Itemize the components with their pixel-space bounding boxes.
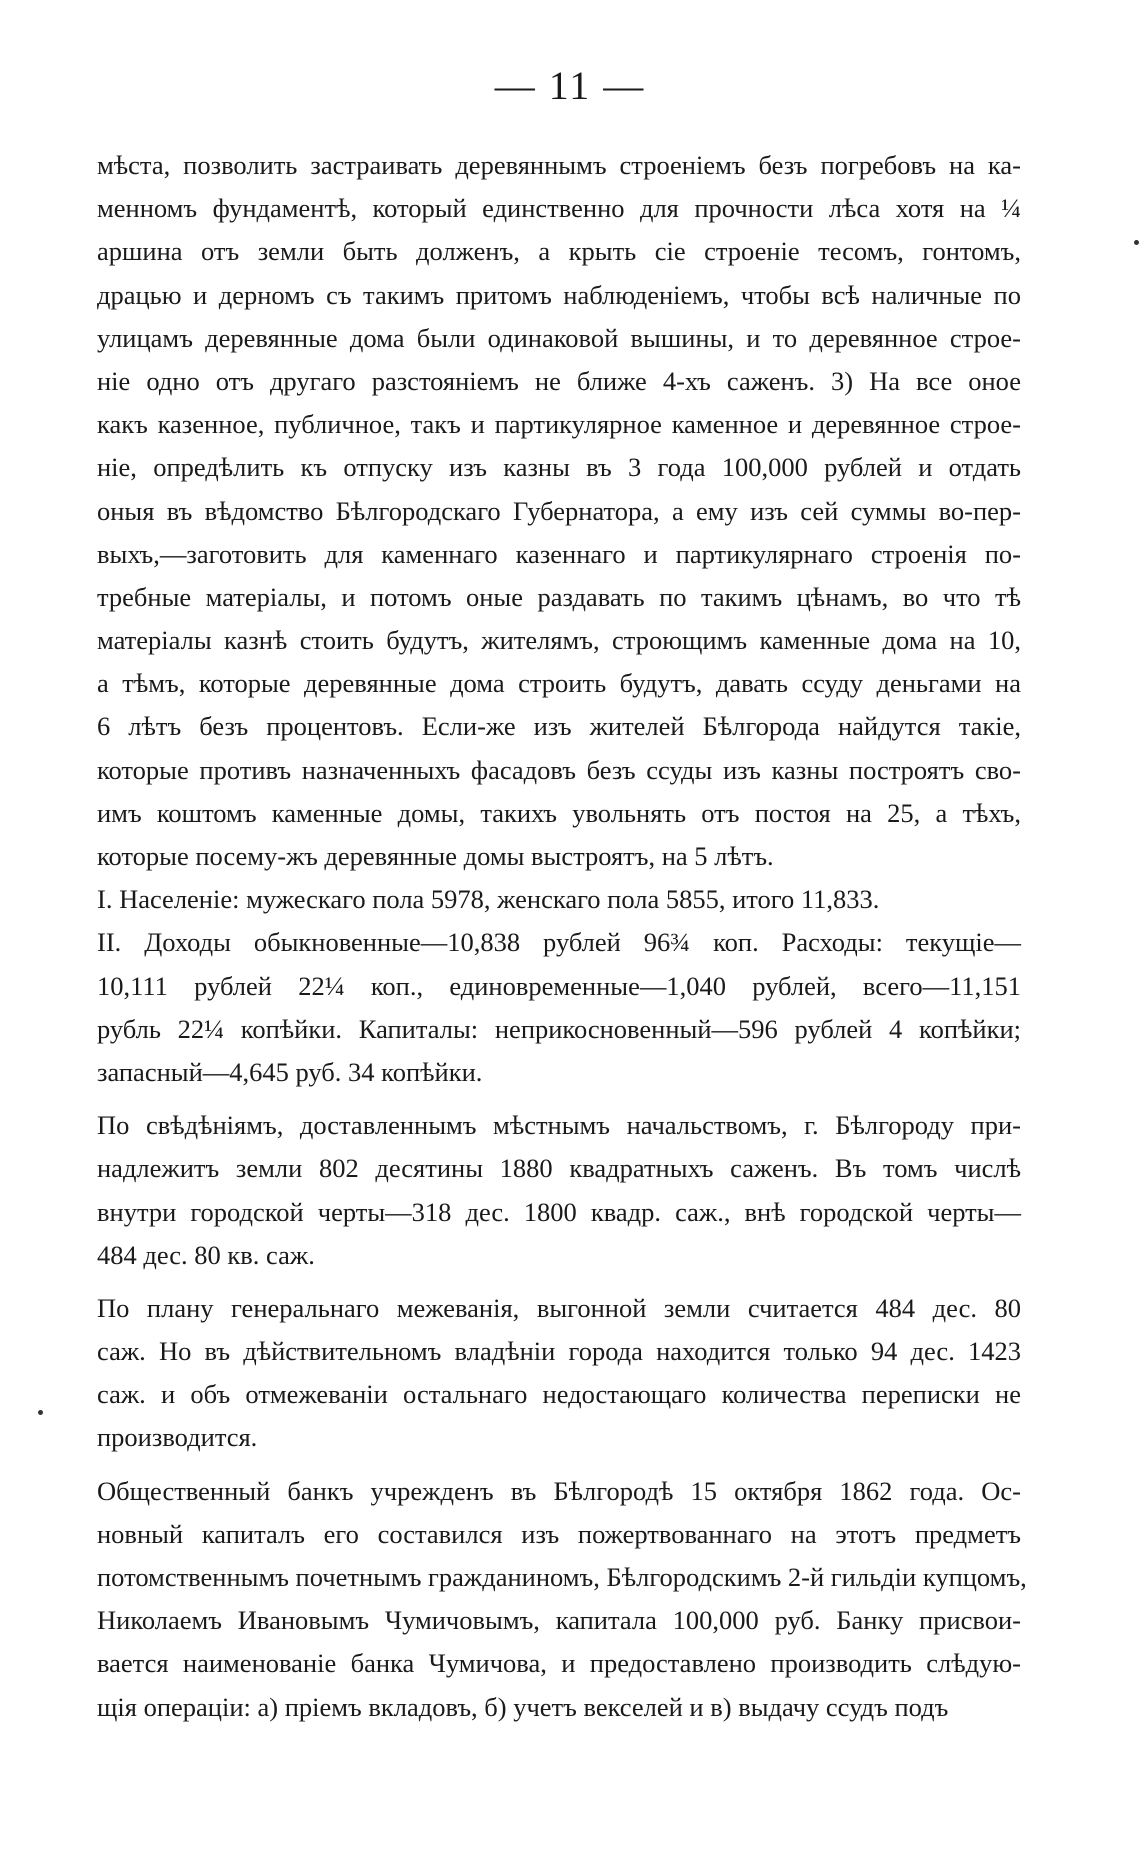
scan-speck — [1134, 240, 1139, 245]
paragraph — [97, 921, 1021, 1094]
text-line: менномъ фундаментѣ, который единственно для прочности лѣса хотя на ¼ — [97, 193, 1021, 224]
text-line: По свѣдѣніямъ, доставленнымъ мѣстнымъ начальствомъ, г. Бѣлгороду при- — [97, 1110, 1021, 1141]
text-line: запасный—4,645 руб. 34 копѣйки. — [97, 1056, 483, 1087]
text-line: которые посему-жъ деревянные домы выстроятъ, на 5 лѣтъ. — [97, 841, 774, 871]
paragraph — [97, 1470, 1027, 1729]
text-line: 6 лѣтъ безъ процентовъ. Если-же изъ жителей Бѣлгорода найдутся такіе, — [97, 711, 1021, 742]
text-line: саж. и объ отмежеваніи остальнаго недостающаго количества переписки не — [97, 1379, 1021, 1410]
text-line: аршина отъ земли быть долженъ, а крыть сіе строеніе тесомъ, гонтомъ, — [97, 236, 1021, 267]
text-line: а тѣмъ, которые деревянные дома строить будутъ, давать ссуду деньгами на — [97, 668, 1021, 699]
text-line: надлежитъ земли 802 десятины 1880 квадратныхъ саженъ. Въ томъ числѣ — [97, 1153, 1021, 1184]
text-line: потомственнымъ почетнымъ гражданиномъ, Бѣлгородскимъ 2-й гильдіи купцомъ, — [97, 1562, 1027, 1592]
text-line: I. Населеніе: мужескаго пола 5978, женскаго пола 5855, итого 11,833. — [97, 884, 880, 915]
text-line: щія операціи: а) пріемъ вкладовъ, б) учетъ векселей и в) выдачу ссудъ подъ — [97, 1691, 949, 1722]
scan-speck — [38, 1410, 43, 1415]
text-line: рубль 22¼ копѣйки. Капиталы: неприкосновенный—596 рублей 4 копѣйки; — [97, 1013, 1021, 1044]
text-line: имъ коштомъ каменные домы, такихъ увольнять отъ постоя на 25, а тѣхъ, — [97, 797, 1021, 828]
body-text — [97, 144, 1027, 1729]
paragraph — [97, 144, 1021, 878]
paragraph — [97, 1287, 1021, 1460]
page-number: — 11 — — [494, 63, 646, 108]
text-line: II. Доходы обыкновенные—10,838 рублей 96¾ коп. Расходы: текущіе— — [97, 927, 1021, 958]
text-line: ніе одно отъ другаго разстояніемъ не ближе 4-хъ саженъ. 3) На все оное — [97, 365, 1021, 396]
text-line: новный капиталъ его составился изъ пожертвованнаго на этотъ предметъ — [97, 1518, 1021, 1549]
text-line: которые противъ назначенныхъ фасадовъ безъ ссуды изъ казны построятъ сво- — [97, 754, 1021, 785]
paragraph — [97, 1104, 1021, 1277]
text-line: производится. — [97, 1422, 258, 1453]
text-line: улицамъ деревянные дома были одинаковой вышины, и то деревянное строе- — [97, 322, 1021, 353]
text-line: требные матеріалы, и потомъ оные раздавать по такимъ цѣнамъ, во что тѣ — [97, 581, 1021, 612]
text-line: матеріалы казнѣ стоить будутъ, жителямъ, строющимъ каменные дома на 10, — [97, 625, 1021, 656]
text-line: ніе, опредѣлить къ отпуску изъ казны въ 3 года 100,000 рублей и отдать — [97, 452, 1021, 483]
text-line: мѣста, позволить застраивать деревяннымъ строеніемъ безъ погребовъ на ка- — [97, 150, 1021, 180]
text-line: саж. Но въ дѣйствительномъ владѣніи города находится только 94 дес. 1423 — [97, 1336, 1021, 1367]
text-line: 10,111 рублей 22¼ коп., единовременные—1,040 рублей, всего—11,151 — [97, 970, 1021, 1001]
text-line: внутри городской черты—318 дес. 1800 квадр. саж., внѣ городской черты— — [97, 1196, 1021, 1227]
paragraph — [97, 878, 1021, 921]
text-line: вается наименованіе банка Чумичова, и предоставлено производить слѣдую- — [97, 1648, 1021, 1679]
text-line: оныя въ вѣдомство Бѣлгородскаго Губернатора, а ему изъ сей суммы во-пер- — [97, 495, 1021, 526]
text-line: выхъ,—заготовить для каменнаго казеннаго и партикулярнаго строенія по- — [97, 538, 1021, 569]
text-line: По плану генеральнаго межеванія, выгонной земли считается 484 дес. 80 — [97, 1292, 1021, 1323]
text-line: Общественный банкъ учрежденъ въ Бѣлгородѣ 15 октября 1862 года. Ос- — [97, 1475, 1021, 1506]
text-line: драцью и дерномъ съ такимъ притомъ наблюденіемъ, чтобы всѣ наличные по — [97, 279, 1021, 310]
text-line: 484 дес. 80 кв. саж. — [97, 1239, 315, 1270]
text-line: Николаемъ Ивановымъ Чумичовымъ, капитала 100,000 руб. Банку присвои- — [97, 1605, 1021, 1636]
text-line: какъ казенное, публичное, такъ и партикулярное каменное и деревянное строе- — [97, 409, 1021, 440]
